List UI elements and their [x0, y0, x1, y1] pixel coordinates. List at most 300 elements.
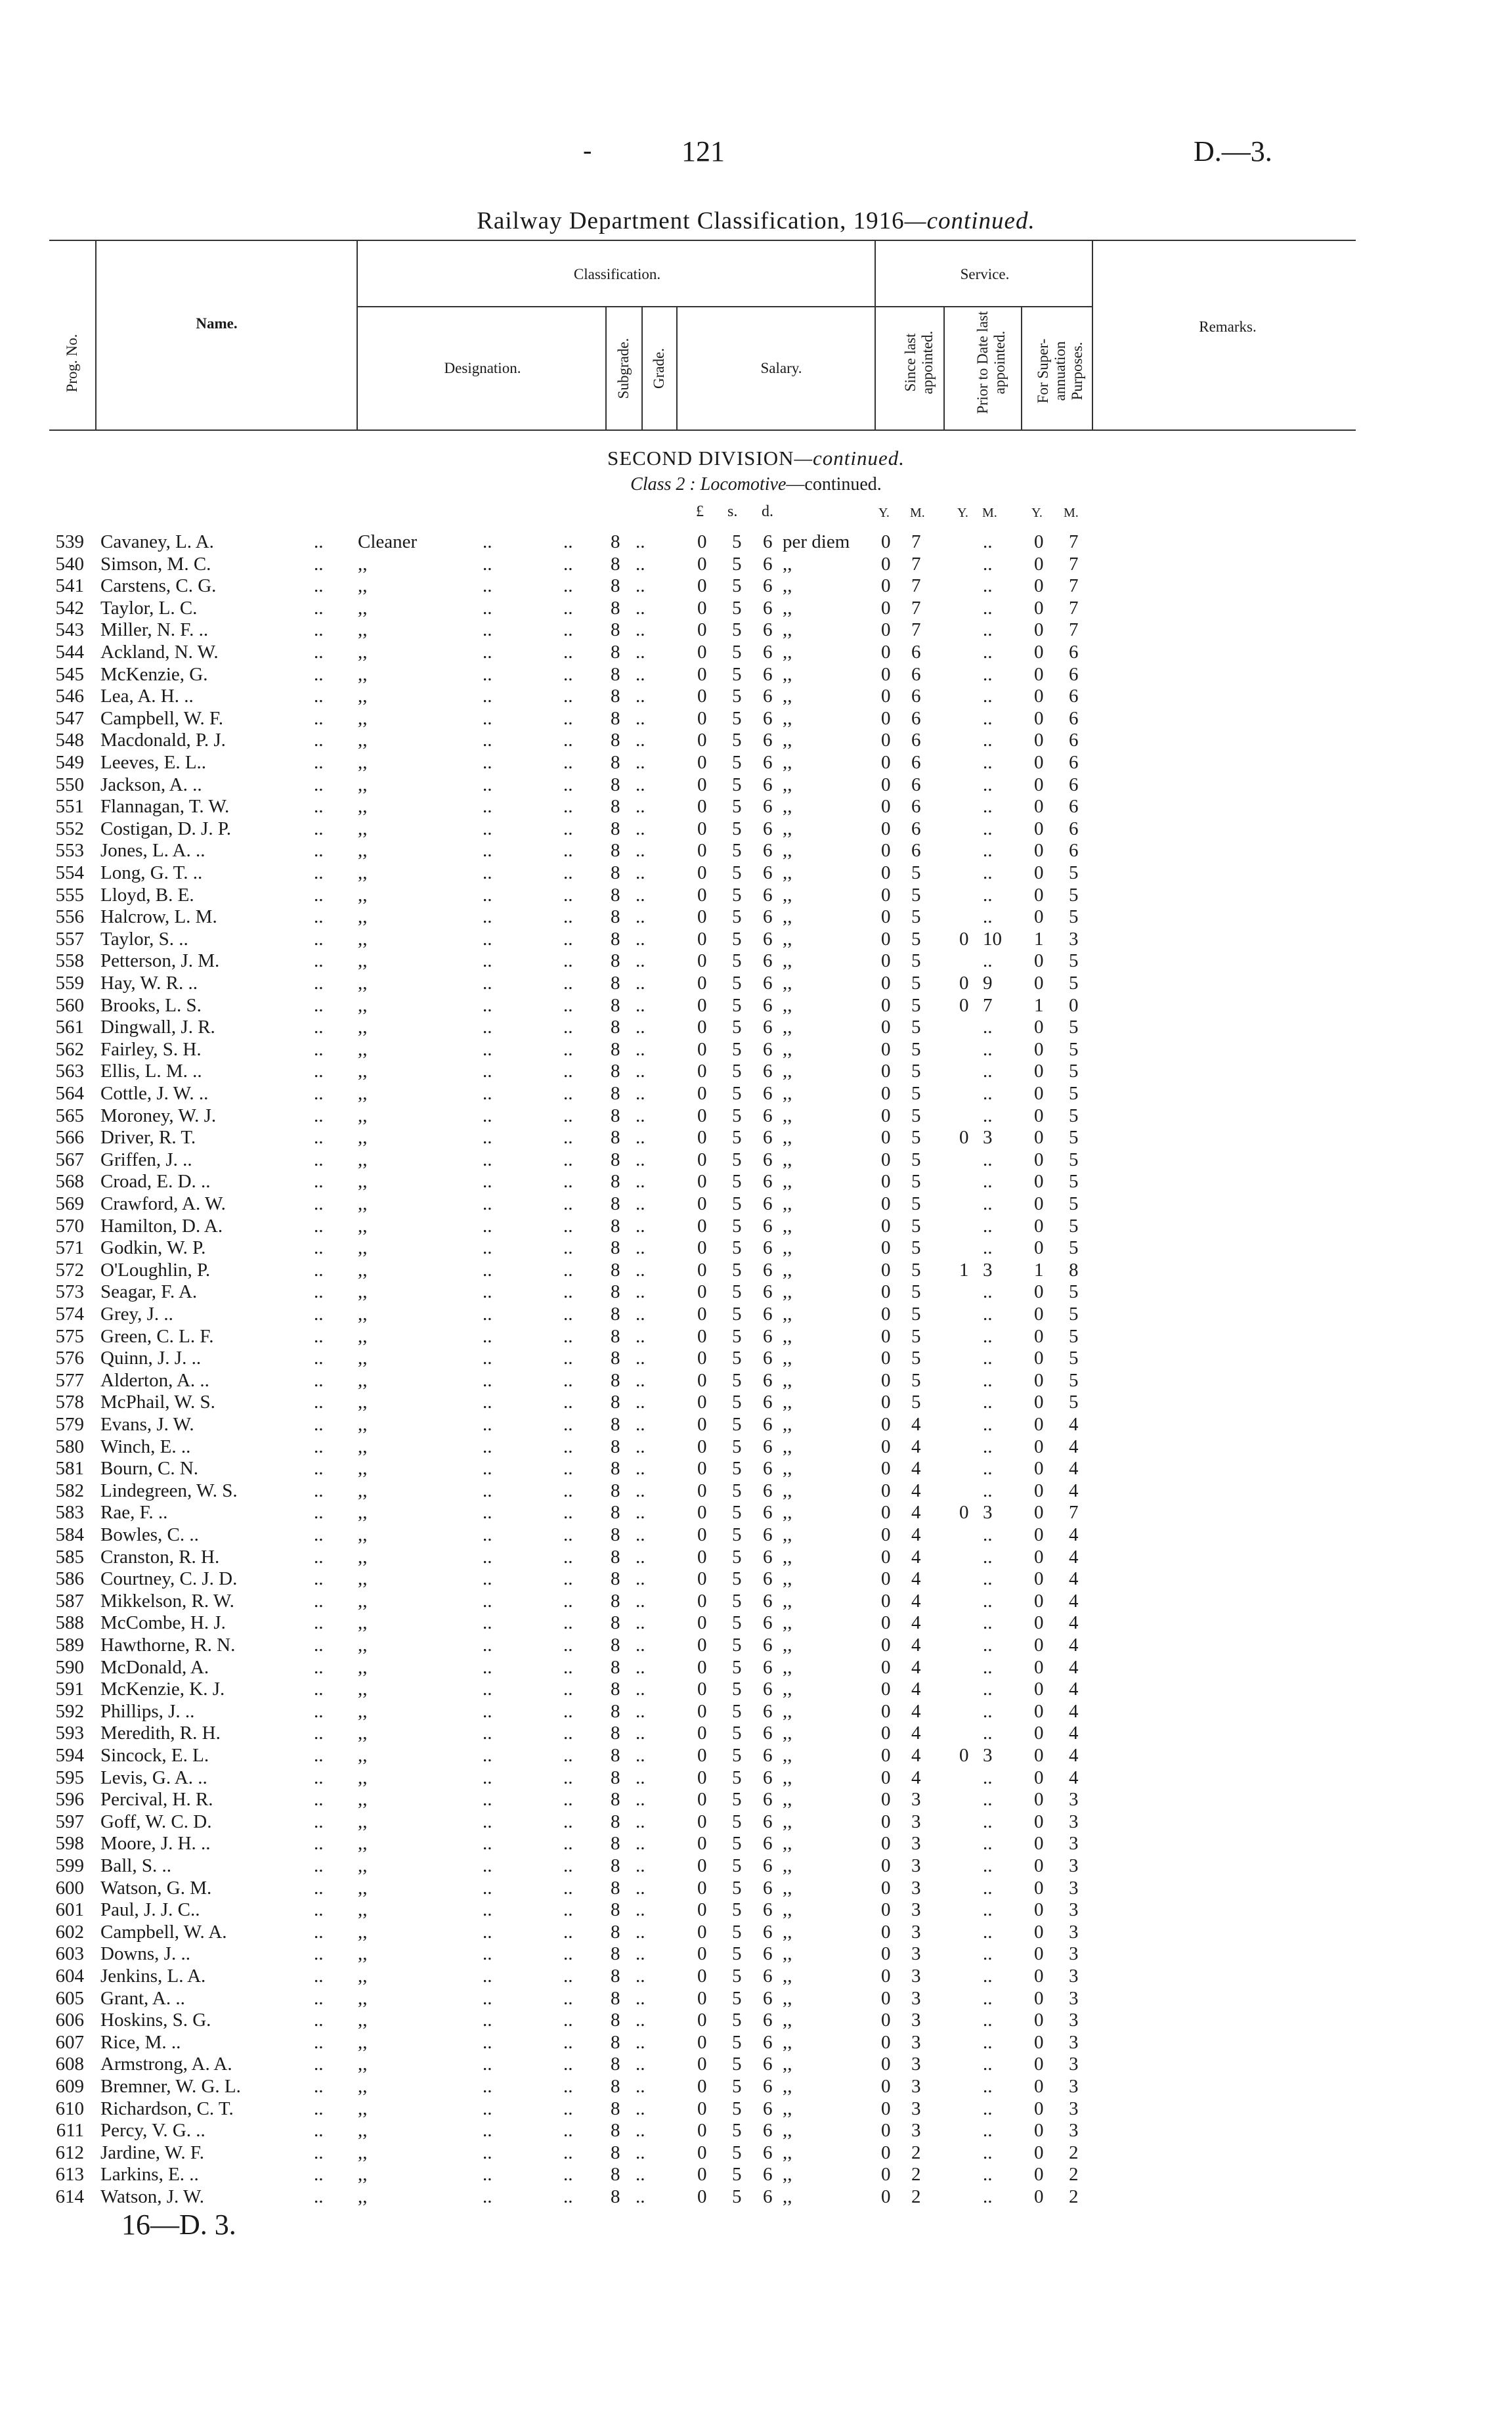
- leader: ..: [314, 950, 324, 972]
- since-years: 0: [881, 973, 891, 994]
- leader: ..: [563, 994, 573, 1016]
- table-row: [0, 1899, 1512, 1922]
- salary-rate: ,,: [783, 1789, 792, 1811]
- designation: ,,: [358, 1745, 368, 1766]
- designation: ,,: [358, 1193, 368, 1214]
- super-years: 0: [1034, 1943, 1044, 1965]
- leader: ..: [563, 818, 573, 839]
- grade: 8: [611, 818, 620, 839]
- designation: ,,: [358, 1855, 368, 1876]
- prog-no: 557: [55, 928, 84, 950]
- leader: ..: [636, 531, 645, 552]
- designation: Cleaner: [358, 531, 418, 552]
- since-months: 5: [911, 1348, 921, 1369]
- leader: ..: [483, 1369, 492, 1391]
- grade: 8: [611, 1259, 620, 1281]
- salary-pounds: 0: [697, 752, 707, 773]
- super-months: 3: [1069, 2010, 1079, 2031]
- since-years: 0: [881, 1921, 891, 1943]
- super-months: 5: [1069, 1325, 1079, 1347]
- super-months: 6: [1069, 642, 1079, 663]
- grade: 8: [611, 1171, 620, 1193]
- super-years: 0: [1034, 1524, 1044, 1545]
- leader: ..: [636, 994, 645, 1016]
- table-row: [0, 1745, 1512, 1767]
- since-years: 0: [881, 1061, 891, 1082]
- since-years: 0: [881, 1237, 891, 1259]
- super-years: 0: [1034, 1635, 1044, 1656]
- leader: ..: [636, 2186, 645, 2207]
- leader: ..: [314, 1899, 324, 1921]
- leader: ..: [483, 1038, 492, 1060]
- salary-pence: 6: [763, 1325, 773, 1347]
- salary-pounds: 0: [697, 1480, 707, 1501]
- leader: ..: [563, 1017, 573, 1038]
- salary-rate: ,,: [783, 1304, 792, 1325]
- salary-pence: 6: [763, 1017, 773, 1038]
- leader: ..: [483, 1745, 492, 1766]
- super-months: 2: [1069, 2186, 1079, 2207]
- super-months: 3: [1069, 928, 1079, 950]
- leader: ..: [636, 1149, 645, 1170]
- employee-name: Levis, G. A. ..: [100, 1767, 207, 1788]
- grade: 8: [611, 1369, 620, 1391]
- prior-months: ..: [983, 1767, 993, 1788]
- prior-months: ..: [983, 1149, 993, 1170]
- since-months: 3: [911, 1899, 921, 1921]
- leader: ..: [483, 686, 492, 707]
- prior-months: ..: [983, 730, 993, 751]
- since-years: 0: [881, 1325, 891, 1347]
- designation: ,,: [358, 884, 368, 906]
- since-years: 0: [881, 1546, 891, 1568]
- employee-name: McKenzie, K. J.: [100, 1679, 225, 1700]
- leader: ..: [314, 1369, 324, 1391]
- salary-rate: ,,: [783, 1590, 792, 1612]
- grade: 8: [611, 1304, 620, 1325]
- salary-rate: ,,: [783, 730, 792, 751]
- leader: ..: [563, 1149, 573, 1170]
- leader: ..: [314, 642, 324, 663]
- salary-shillings: 5: [732, 1811, 742, 1832]
- header-name: Name.: [196, 315, 238, 332]
- since-months: 4: [911, 1612, 921, 1634]
- grade: 8: [611, 1083, 620, 1104]
- leader: ..: [314, 1061, 324, 1082]
- salary-pence: 6: [763, 1392, 773, 1413]
- salary-pence: 6: [763, 1502, 773, 1524]
- designation: ,,: [358, 1723, 368, 1744]
- prog-no: 565: [55, 1105, 84, 1126]
- leader: ..: [636, 1789, 645, 1811]
- prog-no: 605: [55, 1987, 84, 2009]
- employee-name: Hoskins, S. G.: [100, 2010, 211, 2031]
- salary-rate: ,,: [783, 642, 792, 663]
- prog-no: 539: [55, 531, 84, 552]
- super-months: 4: [1069, 1612, 1079, 1634]
- leader: ..: [563, 707, 573, 729]
- prior-months: ..: [983, 1700, 993, 1722]
- super-years: 0: [1034, 1656, 1044, 1678]
- since-months: 3: [911, 1789, 921, 1811]
- leader: ..: [636, 1061, 645, 1082]
- salary-rate: ,,: [783, 575, 792, 597]
- designation: ,,: [358, 906, 368, 928]
- prior-months: ..: [983, 2031, 993, 2053]
- designation: ,,: [358, 1171, 368, 1193]
- prog-no: 598: [55, 1833, 84, 1855]
- prog-no: 541: [55, 575, 84, 597]
- designation: ,,: [358, 928, 368, 950]
- leader: ..: [483, 1304, 492, 1325]
- salary-pounds: 0: [697, 1877, 707, 1899]
- leader: ..: [563, 884, 573, 906]
- prog-no: 596: [55, 1789, 84, 1811]
- prior-months: ..: [983, 884, 993, 906]
- since-months: 5: [911, 994, 921, 1016]
- prog-no: 582: [55, 1480, 84, 1501]
- leader: ..: [314, 1193, 324, 1214]
- prog-no: 591: [55, 1679, 84, 1700]
- leader: ..: [483, 950, 492, 972]
- salary-pounds: 0: [697, 1612, 707, 1634]
- leader: ..: [636, 597, 645, 619]
- prog-no: 552: [55, 818, 84, 839]
- prog-no: 583: [55, 1502, 84, 1524]
- super-years: 0: [1034, 1127, 1044, 1149]
- salary-pounds: 0: [697, 553, 707, 575]
- leader: ..: [563, 619, 573, 641]
- salary-pence: 6: [763, 1546, 773, 1568]
- since-years: 0: [881, 1149, 891, 1170]
- prior-months: ..: [983, 796, 993, 818]
- employee-name: Taylor, L. C.: [100, 597, 198, 619]
- super-years: 0: [1034, 950, 1044, 972]
- leader: ..: [563, 1281, 573, 1303]
- prior-months: ..: [983, 1921, 993, 1943]
- prog-no: 586: [55, 1568, 84, 1590]
- since-years: 0: [881, 1635, 891, 1656]
- salary-rate: ,,: [783, 1215, 792, 1237]
- prior-months: ..: [983, 1612, 993, 1634]
- since-years: 0: [881, 1899, 891, 1921]
- since-months: 4: [911, 1679, 921, 1700]
- prior-months: ..: [983, 862, 993, 883]
- division-suffix: —continued.: [794, 447, 905, 470]
- super-months: 4: [1069, 1590, 1079, 1612]
- grade: 8: [611, 642, 620, 663]
- leader: ..: [314, 774, 324, 795]
- salary-pounds: 0: [697, 950, 707, 972]
- employee-name: Watson, J. W.: [100, 2186, 204, 2207]
- salary-pounds: 0: [697, 663, 707, 685]
- salary-pounds: 0: [697, 1369, 707, 1391]
- prior-months: ..: [983, 2010, 993, 2031]
- prog-no: 544: [55, 642, 84, 663]
- salary-shillings: 5: [732, 1502, 742, 1524]
- prog-no: 608: [55, 2054, 84, 2075]
- leader: ..: [314, 1700, 324, 1722]
- super-years: 0: [1034, 2164, 1044, 2186]
- leader: ..: [314, 597, 324, 619]
- since-months: 6: [911, 840, 921, 862]
- since-months: 4: [911, 1700, 921, 1722]
- leader: ..: [483, 928, 492, 950]
- designation: ,,: [358, 1877, 368, 1899]
- leader: ..: [563, 1877, 573, 1899]
- since-months: 4: [911, 1414, 921, 1435]
- prior-months: ..: [983, 1966, 993, 1987]
- prog-no: 561: [55, 1017, 84, 1038]
- salary-pence: 6: [763, 1061, 773, 1082]
- grade: 8: [611, 553, 620, 575]
- leader: ..: [483, 1171, 492, 1193]
- prog-no: 549: [55, 752, 84, 773]
- super-years: 0: [1034, 1480, 1044, 1501]
- salary-shillings: 5: [732, 906, 742, 928]
- leader: ..: [314, 686, 324, 707]
- prior-months: ..: [983, 1083, 993, 1104]
- prior-months: ..: [983, 1590, 993, 1612]
- salary-shillings: 5: [732, 1987, 742, 2009]
- grade: 8: [611, 1392, 620, 1413]
- salary-pounds: 0: [697, 1458, 707, 1480]
- super-months: 7: [1069, 553, 1079, 575]
- super-years: 0: [1034, 1700, 1044, 1722]
- grade: 8: [611, 1348, 620, 1369]
- prog-no: 594: [55, 1745, 84, 1766]
- salary-pounds: 0: [697, 1304, 707, 1325]
- since-years: 0: [881, 1723, 891, 1744]
- salary-pounds: 0: [697, 1524, 707, 1545]
- table-row: [0, 950, 1512, 973]
- leader: ..: [636, 1215, 645, 1237]
- designation: ,,: [358, 1105, 368, 1126]
- prog-no: 599: [55, 1855, 84, 1876]
- leader: ..: [483, 1215, 492, 1237]
- super-years: 0: [1034, 1392, 1044, 1413]
- leader: ..: [563, 1061, 573, 1082]
- leader: ..: [563, 642, 573, 663]
- super-months: 5: [1069, 1171, 1079, 1193]
- super-years: 0: [1034, 1105, 1044, 1126]
- since-months: 3: [911, 1833, 921, 1855]
- since-months: 4: [911, 1436, 921, 1457]
- leader: ..: [636, 1171, 645, 1193]
- prior-months: ..: [983, 1656, 993, 1678]
- since-months: 5: [911, 1392, 921, 1413]
- grade: 8: [611, 884, 620, 906]
- salary-shillings: 5: [732, 1083, 742, 1104]
- designation: ,,: [358, 642, 368, 663]
- since-years: 0: [881, 707, 891, 729]
- leader: ..: [314, 1017, 324, 1038]
- leader: ..: [563, 1215, 573, 1237]
- prior-months: ..: [983, 1414, 993, 1435]
- salary-shillings: 5: [732, 928, 742, 950]
- designation: ,,: [358, 862, 368, 883]
- super-years: 0: [1034, 575, 1044, 597]
- salary-pounds: 0: [697, 1855, 707, 1876]
- leader: ..: [314, 1215, 324, 1237]
- salary-pounds: 0: [697, 2120, 707, 2142]
- designation: ,,: [358, 1348, 368, 1369]
- employee-name: Taylor, S. ..: [100, 928, 188, 950]
- salary-rate: ,,: [783, 663, 792, 685]
- leader: ..: [483, 1679, 492, 1700]
- super-years: 1: [1034, 928, 1044, 950]
- salary-pounds: 0: [697, 2031, 707, 2053]
- salary-shillings: 5: [732, 686, 742, 707]
- salary-rate: ,,: [783, 1083, 792, 1104]
- leader: ..: [636, 553, 645, 575]
- since-months: 3: [911, 1966, 921, 1987]
- employee-name: Grey, J. ..: [100, 1304, 173, 1325]
- leader: ..: [483, 1877, 492, 1899]
- leader: ..: [483, 2076, 492, 2097]
- since-months: 5: [911, 1304, 921, 1325]
- leader: ..: [636, 1325, 645, 1347]
- table-row: [0, 575, 1512, 598]
- salary-pounds: 0: [697, 1679, 707, 1700]
- leader: ..: [563, 1700, 573, 1722]
- super-years: 0: [1034, 1899, 1044, 1921]
- grade: 8: [611, 1987, 620, 2009]
- salary-pounds: 0: [697, 1943, 707, 1965]
- since-months: 3: [911, 1811, 921, 1832]
- employee-name: Quinn, J. J. ..: [100, 1348, 202, 1369]
- salary-rate: ,,: [783, 884, 792, 906]
- super-months: 4: [1069, 1480, 1079, 1501]
- salary-pounds: 0: [697, 1635, 707, 1656]
- prior-months: ..: [983, 1635, 993, 1656]
- employee-name: Lea, A. H. ..: [100, 686, 194, 707]
- salary-rate: ,,: [783, 994, 792, 1016]
- vline-super: [1092, 240, 1093, 429]
- grade: 8: [611, 1635, 620, 1656]
- leader: ..: [314, 1038, 324, 1060]
- since-years: 0: [881, 730, 891, 751]
- super-years: 0: [1034, 906, 1044, 928]
- designation: ,,: [358, 1480, 368, 1501]
- leader: ..: [563, 1369, 573, 1391]
- table-row: [0, 1304, 1512, 1326]
- table-row: [0, 642, 1512, 664]
- salary-pence: 6: [763, 2142, 773, 2163]
- vline-salary: [875, 240, 876, 429]
- grade: 8: [611, 1237, 620, 1259]
- vline-grade: [676, 306, 678, 429]
- leader: ..: [314, 1436, 324, 1457]
- super-years: 0: [1034, 531, 1044, 552]
- super-years: 0: [1034, 1921, 1044, 1943]
- prior-months: ..: [983, 1458, 993, 1480]
- grade: 8: [611, 1414, 620, 1435]
- dash-mark: -: [583, 135, 592, 165]
- designation: ,,: [358, 2054, 368, 2075]
- employee-name: Halcrow, L. M.: [100, 906, 217, 928]
- salary-pence: 6: [763, 796, 773, 818]
- prior-months: ..: [983, 2098, 993, 2119]
- prog-no: 589: [55, 1635, 84, 1656]
- grade: 8: [611, 1612, 620, 1634]
- salary-pounds: 0: [697, 1325, 707, 1347]
- grade: 8: [611, 1017, 620, 1038]
- table-row: [0, 1922, 1512, 1944]
- salary-shillings: 5: [732, 1679, 742, 1700]
- since-years: 0: [881, 642, 891, 663]
- salary-pounds: 0: [697, 642, 707, 663]
- super-years: 0: [1034, 1877, 1044, 1899]
- since-years: 0: [881, 1700, 891, 1722]
- salary-pence: 6: [763, 1149, 773, 1170]
- designation: ,,: [358, 1833, 368, 1855]
- salary-pence: 6: [763, 1171, 773, 1193]
- salary-rate: ,,: [783, 597, 792, 619]
- grade: 8: [611, 1038, 620, 1060]
- leader: ..: [636, 1899, 645, 1921]
- leader: ..: [563, 1127, 573, 1149]
- leader: ..: [483, 2120, 492, 2142]
- grade: 8: [611, 575, 620, 597]
- leader: ..: [636, 2054, 645, 2075]
- salary-pence: 6: [763, 774, 773, 795]
- employee-name: McPhail, W. S.: [100, 1392, 215, 1413]
- since-months: 3: [911, 1921, 921, 1943]
- salary-rate: ,,: [783, 1899, 792, 1921]
- designation: ,,: [358, 1943, 368, 1965]
- since-years: 0: [881, 774, 891, 795]
- prior-months: ..: [983, 2076, 993, 2097]
- designation: ,,: [358, 1966, 368, 1987]
- salary-pence: 6: [763, 1943, 773, 1965]
- employee-name: Dingwall, J. R.: [100, 1017, 215, 1038]
- since-years: 0: [881, 1304, 891, 1325]
- salary-pence: 6: [763, 575, 773, 597]
- leader: ..: [563, 1987, 573, 2009]
- prior-months: ..: [983, 553, 993, 575]
- since-months: 5: [911, 950, 921, 972]
- leader: ..: [314, 1723, 324, 1744]
- leader: ..: [483, 1546, 492, 1568]
- salary-pence: 6: [763, 1281, 773, 1303]
- prog-no: 601: [55, 1899, 84, 1921]
- grade: 8: [611, 730, 620, 751]
- salary-pence: 6: [763, 1899, 773, 1921]
- super-months: 6: [1069, 730, 1079, 751]
- salary-shillings: 5: [732, 1281, 742, 1303]
- leader: ..: [563, 1237, 573, 1259]
- salary-pence: 6: [763, 2120, 773, 2142]
- super-years: 0: [1034, 1038, 1044, 1060]
- header-top-rule: [49, 240, 1356, 241]
- designation: ,,: [358, 1679, 368, 1700]
- prior-months: ..: [983, 1877, 993, 1899]
- salary-rate: ,,: [783, 1921, 792, 1943]
- leader: ..: [563, 2010, 573, 2031]
- unit-pence: d.: [762, 503, 773, 520]
- prior-years: 0: [959, 928, 969, 950]
- leader: ..: [314, 994, 324, 1016]
- leader: ..: [314, 1987, 324, 2009]
- table-row: [0, 1701, 1512, 1723]
- employee-name: Carstens, C. G.: [100, 575, 217, 597]
- salary-pounds: 0: [697, 1568, 707, 1590]
- salary-pence: 6: [763, 950, 773, 972]
- table-row: [0, 2032, 1512, 2054]
- leader: ..: [563, 2120, 573, 2142]
- salary-pounds: 0: [697, 1811, 707, 1832]
